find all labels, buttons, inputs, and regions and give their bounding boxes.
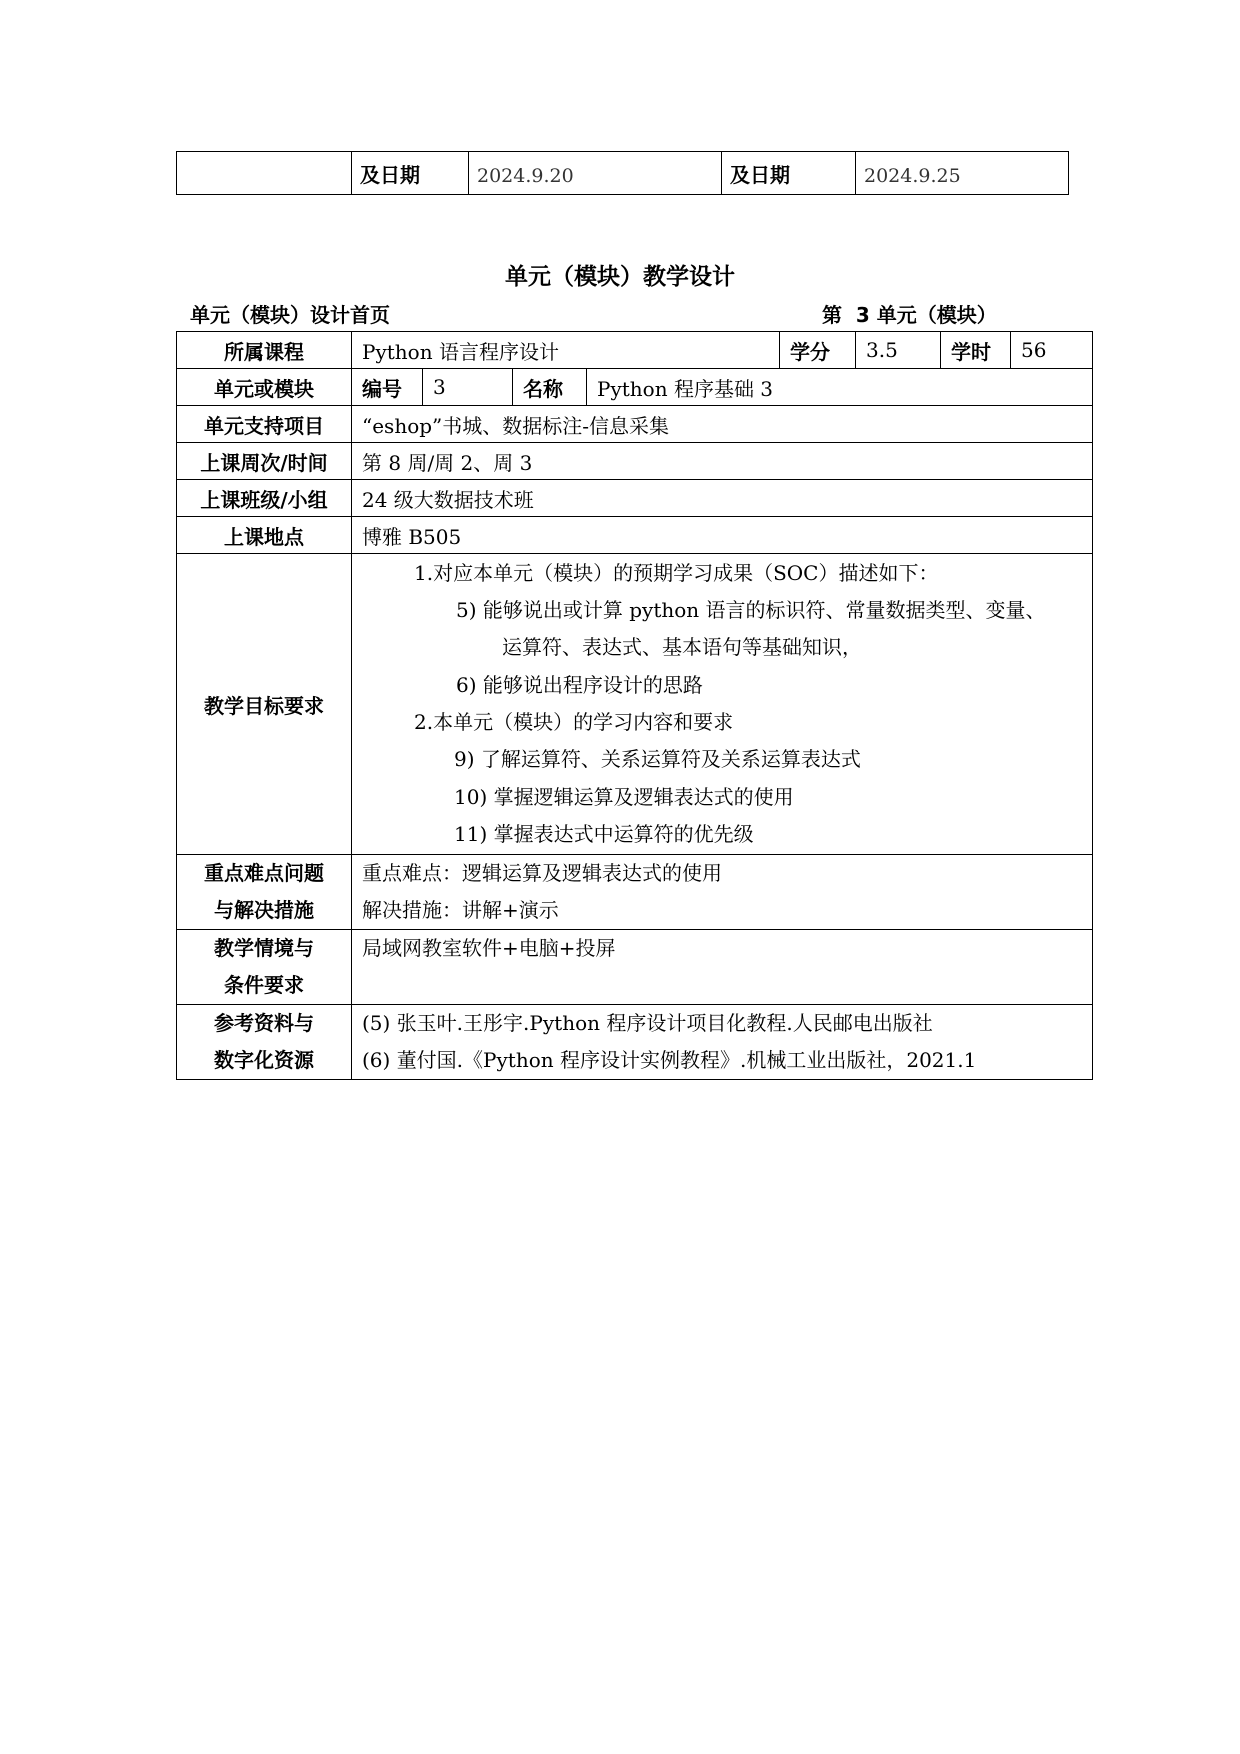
schedule-label: 上课周次/时间	[177, 443, 352, 480]
date-label-right: 及日期	[722, 152, 856, 195]
key-points-line1: 重点难点：逻辑运算及逻辑表达式的使用	[362, 861, 722, 885]
environment-label-line1: 教学情境与	[214, 936, 314, 960]
date-value-right: 2024.9.25	[856, 152, 1069, 195]
environment-row	[177, 930, 1093, 1005]
subtitle-right: 第 3 单元（模块）	[822, 303, 997, 327]
environment-label	[177, 930, 352, 1005]
references-row	[177, 1005, 1093, 1080]
key-points-label-line2: 与解决措施	[214, 898, 314, 922]
project-value: “eshop”书城、数据标注-信息采集	[352, 406, 1093, 443]
course-row	[177, 332, 1093, 369]
unit-design-table	[176, 331, 1093, 1080]
goal-line: 运算符、表达式、基本语句等基础知识，	[502, 635, 862, 660]
date-table	[176, 151, 1069, 195]
references-content	[352, 1005, 1093, 1080]
unit-number-label: 编号	[352, 369, 423, 406]
class-row	[177, 480, 1093, 517]
class-value: 24 级大数据技术班	[352, 480, 1093, 517]
date-value-left: 2024.9.20	[469, 152, 722, 195]
references-label-line2: 数字化资源	[214, 1048, 314, 1072]
project-row	[177, 406, 1093, 443]
goal-line: 2.本单元（模块）的学习内容和要求	[414, 710, 734, 734]
unit-name-label: 名称	[513, 369, 587, 406]
reference-line2: (6) 董付国.《Python 程序设计实例教程》.机械工业出版社，2021.1	[362, 1048, 977, 1072]
key-points-content	[352, 855, 1093, 930]
document-title: 单元（模块）教学设计	[505, 264, 735, 290]
goal-line: 11) 掌握表达式中运算符的优先级	[454, 821, 754, 846]
subtitle-left: 单元（模块）设计首页	[190, 303, 390, 327]
environment-value: 局域网教室软件+电脑+投屏	[362, 936, 616, 960]
unit-name-value: Python 程序基础 3	[587, 369, 1093, 406]
date-table-empty-cell	[177, 152, 352, 195]
goals-label: 教学目标要求	[177, 554, 352, 855]
goal-line: 10) 掌握逻辑运算及逻辑表达式的使用	[454, 784, 794, 809]
goals-content	[352, 554, 1093, 855]
class-label: 上课班级/小组	[177, 480, 352, 517]
reference-line1: (5) 张玉叶.王彤宇.Python 程序设计项目化教程.人民邮电出版社	[362, 1011, 933, 1035]
course-label: 所属课程	[177, 332, 352, 369]
schedule-value: 第 8 周/周 2、周 3	[352, 443, 1093, 480]
key-points-line2: 解决措施：讲解+演示	[362, 898, 559, 922]
unit-number-value: 3	[423, 369, 513, 406]
hours-value: 56	[1011, 332, 1093, 369]
environment-label-line2: 条件要求	[224, 973, 304, 997]
key-points-label	[177, 855, 352, 930]
location-row	[177, 517, 1093, 554]
goal-line: 6) 能够说出程序设计的思路	[456, 672, 703, 697]
project-label: 单元支持项目	[177, 406, 352, 443]
goal-line: 5) 能够说出或计算 python 语言的标识符、常量数据类型、变量、	[456, 598, 1046, 623]
location-value: 博雅 B505	[352, 517, 1093, 554]
references-label-line1: 参考资料与	[214, 1011, 314, 1035]
course-value: Python 语言程序设计	[352, 332, 780, 369]
schedule-row	[177, 443, 1093, 480]
location-label: 上课地点	[177, 517, 352, 554]
goal-line: 1.对应本单元（模块）的预期学习成果（SOC）描述如下：	[414, 560, 939, 585]
key-points-row	[177, 855, 1093, 930]
credit-value: 3.5	[856, 332, 941, 369]
references-label	[177, 1005, 352, 1080]
goals-row	[177, 554, 1093, 855]
goal-line: 9) 了解运算符、关系运算符及关系运算表达式	[454, 747, 861, 772]
key-points-label-line1: 重点难点问题	[204, 861, 324, 885]
credit-label: 学分	[780, 332, 856, 369]
unit-label: 单元或模块	[177, 369, 352, 406]
hours-label: 学时	[941, 332, 1011, 369]
environment-content	[352, 930, 1093, 1005]
date-label-left: 及日期	[352, 152, 469, 195]
unit-row	[177, 369, 1093, 406]
